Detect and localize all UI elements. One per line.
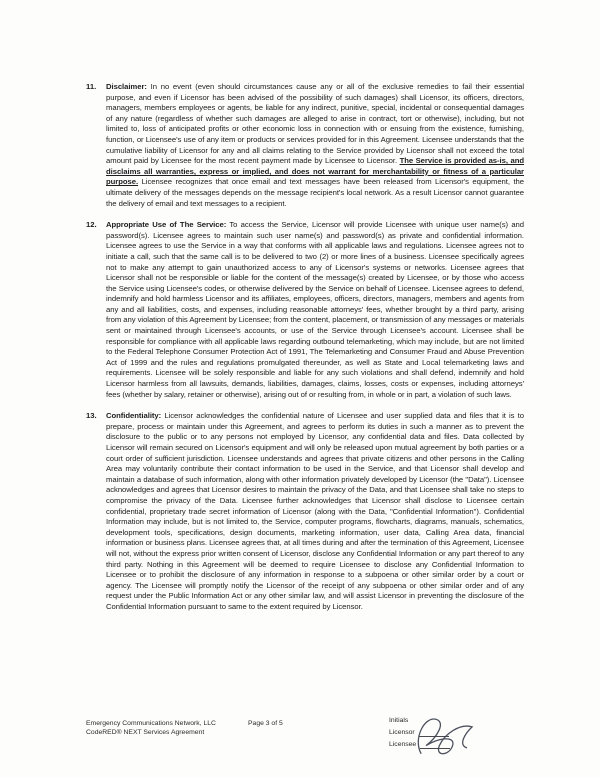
paragraph-body-emphasis: The Service is provided as-is, and disclaims all warranties, express or implied, and does not warrant for merchantability or fitness of a particular purpose.: [106, 156, 524, 187]
licensor-label: Licensor: [389, 729, 415, 736]
paragraph-body: Licensor acknowledges the confidential nature of Licensee and user supplied data and files that it is to prepare, process or maintain under this Agreement, and agrees to perform its duties in such a manner as to prevent the disclosure to the public or to any persons not employed by Licensor, any confidential data and files. Data collected by Licensor will remain secured on Licensor's equipment and will only be released upon mutual agreement by both parties or a court order of sufficient jurisdiction. Licensee understands and agrees that private citizens and other persons in the Calling Area may voluntarily contribute their contact information to be used in the Service, and that Licensor shall develop and maintain a database of such information, along with other information privately developed by Licensor (the "Data"). Licensee acknowledges and agrees that Licensor desires to maintain the privacy of the Data, and that Licensee shall take no steps to compromise the privacy of the Data. Licensee further acknowledges that Licensor shall disclose to Licensee certain confidential, proprietary trade secret information of Licensor (along with the Data, "Confidential Information"). Confidential Information may include, but is not limited to, the Service, computer programs, flowcharts, diagrams, manuals, schematics, development tools, specifications, design documents, marketing information, user data, Calling Area data, financial information or business plans. Licensee agrees that, at all times during and after the termination of this Agreement, Licensee will not, without the express prior written consent of Licensor, disclose any Confidential Information or any part thereof to any third party. Nothing in this Agreement will be deemed to require Licensee to disclose any Confidential Information to Licensee or to prohibit the disclosure of any information in response to a subpoena or other similar order by a court or agency. The Licensee will promptly notify the Licensor of the receipt of any subpoena or other similar order and of any request under the Public Information Act or any other similar law, and will assist Licensor in preventing the disclosure of the Confidential Information pursuant to same to the extent required by Licensor.: [106, 411, 524, 611]
paragraph-13-confidentiality: [86, 411, 524, 612]
licensee-label: Licensee: [389, 741, 417, 748]
paragraph-number: 13.: [86, 411, 97, 421]
paragraph-text: [106, 220, 524, 400]
initials-block: [389, 716, 509, 752]
paragraph-number: 11.: [86, 82, 97, 91]
paragraph-body-post: Licensee recognizes that once email and text messages have been released from Licensor's equipment, the ultimate delivery of the messages depends on the message recipient's local network. As a result Licensor cannot guarantee the delivery of email and text messages to a recipient.: [106, 177, 525, 208]
agreement-body: [86, 82, 524, 624]
paragraph-number: 12.: [86, 220, 97, 230]
paragraph-title: Disclaimer:: [106, 82, 147, 91]
footer-organization: [86, 719, 216, 737]
paragraph-body-pre: In no event (even should circumstances cause any or all of the exclusive remedies to fail their essential purpose, and even if Licensor has been advised of the possibility of such damages) shall Licensor, its officers, directors, managers, members employees or agents, be liable for any indirect, punitive, special, incidental or consequential damages of any nature (regardless of whether such damages are alleged to arise in contract, tort or otherwise), including, but not limited to, loss of anticipated profits or other economic loss in connection with or ensuing from the existence, furnishing, function, or Licensee's use of any item or products or services provided for in this Agreement. Licensee understands that the cumulative liability of Licensor for any and all claims relating to the Service provided by Licensor shall not exceed the total amount paid by Licensee for the most recent payment made by Licensee to Licensor.: [106, 82, 524, 166]
licensor-initials-line: [419, 729, 449, 737]
page-number: Page 3 of 5: [248, 720, 283, 727]
paragraph-text: [106, 411, 524, 612]
paragraph-11-disclaimer: [86, 82, 524, 209]
footer-org-name: Emergency Communications Network, LLC: [86, 720, 216, 727]
licensor-initials-row: [389, 728, 509, 737]
licensee-initials-line: [420, 741, 450, 749]
initials-heading: Initials: [389, 717, 409, 724]
footer-agreement-name: CodeRED® NEXT Services Agreement: [86, 729, 205, 736]
licensee-initials-row: [389, 740, 509, 749]
paragraph-body: To access the Service, Licensor will provide Licensee with unique user name(s) and password(s). Licensee agrees to maintain such user name(s) and password(s) as private and confidential information. Licensee agrees to use the Service in a way that conforms with all applicable laws and regulations. Licensee agrees not to initiate a call, such that the same call is to be delivered to two (2) or more lines of a business. Licensee specifically agrees not to make any attempt to gain unauthorized access to any of Licensor's systems or networks. Licensee agrees that Licensor shall not be responsible or liable for the content of the message(s) created by Licensee, or by those who access the Service using Licensee's codes, or otherwise delivered by the Service on behalf of Licensee. Licensee agrees to defend, indemnify and hold harmless Licensor and its affiliates, employees, officers, directors, managers, members and agents from any and all liabilities, costs, and expenses, including reasonable attorneys' fees, whether brought by a third party, arising from any violation of this Agreement by Licensee; from the content, placement, or transmission of any messages or materials sent or maintained through Licensee's accounts, or use of the Service through Licensee's account. Licensee shall be responsible for compliance with all applicable laws regarding outbound telemarketing, which may include, but are not limited to the Federal Telephone Consumer Protection Act of 1991, The Telemarketing and Consumer Fraud and Abuse Prevention Act of 1999 and the rules and regulations promulgated thereunder, as well as State and Local telemarketing laws and requirements. Licensee will be solely responsible and liable for any such violations and shall defend, indemnify and hold Licensor harmless from all lawsuits, demands, liabilities, damages, claims, losses, costs or expenses, including attorneys' fees (whether by salary, retainer or otherwise), arising out of or resulting from, in whole or in part, a violation of such laws.: [106, 220, 524, 399]
paragraph-12-appropriate-use: [86, 220, 524, 400]
paragraph-title: Appropriate Use of The Service:: [106, 220, 227, 230]
paragraph-title: Confidentiality:: [106, 411, 162, 421]
paragraph-text: [106, 82, 524, 209]
